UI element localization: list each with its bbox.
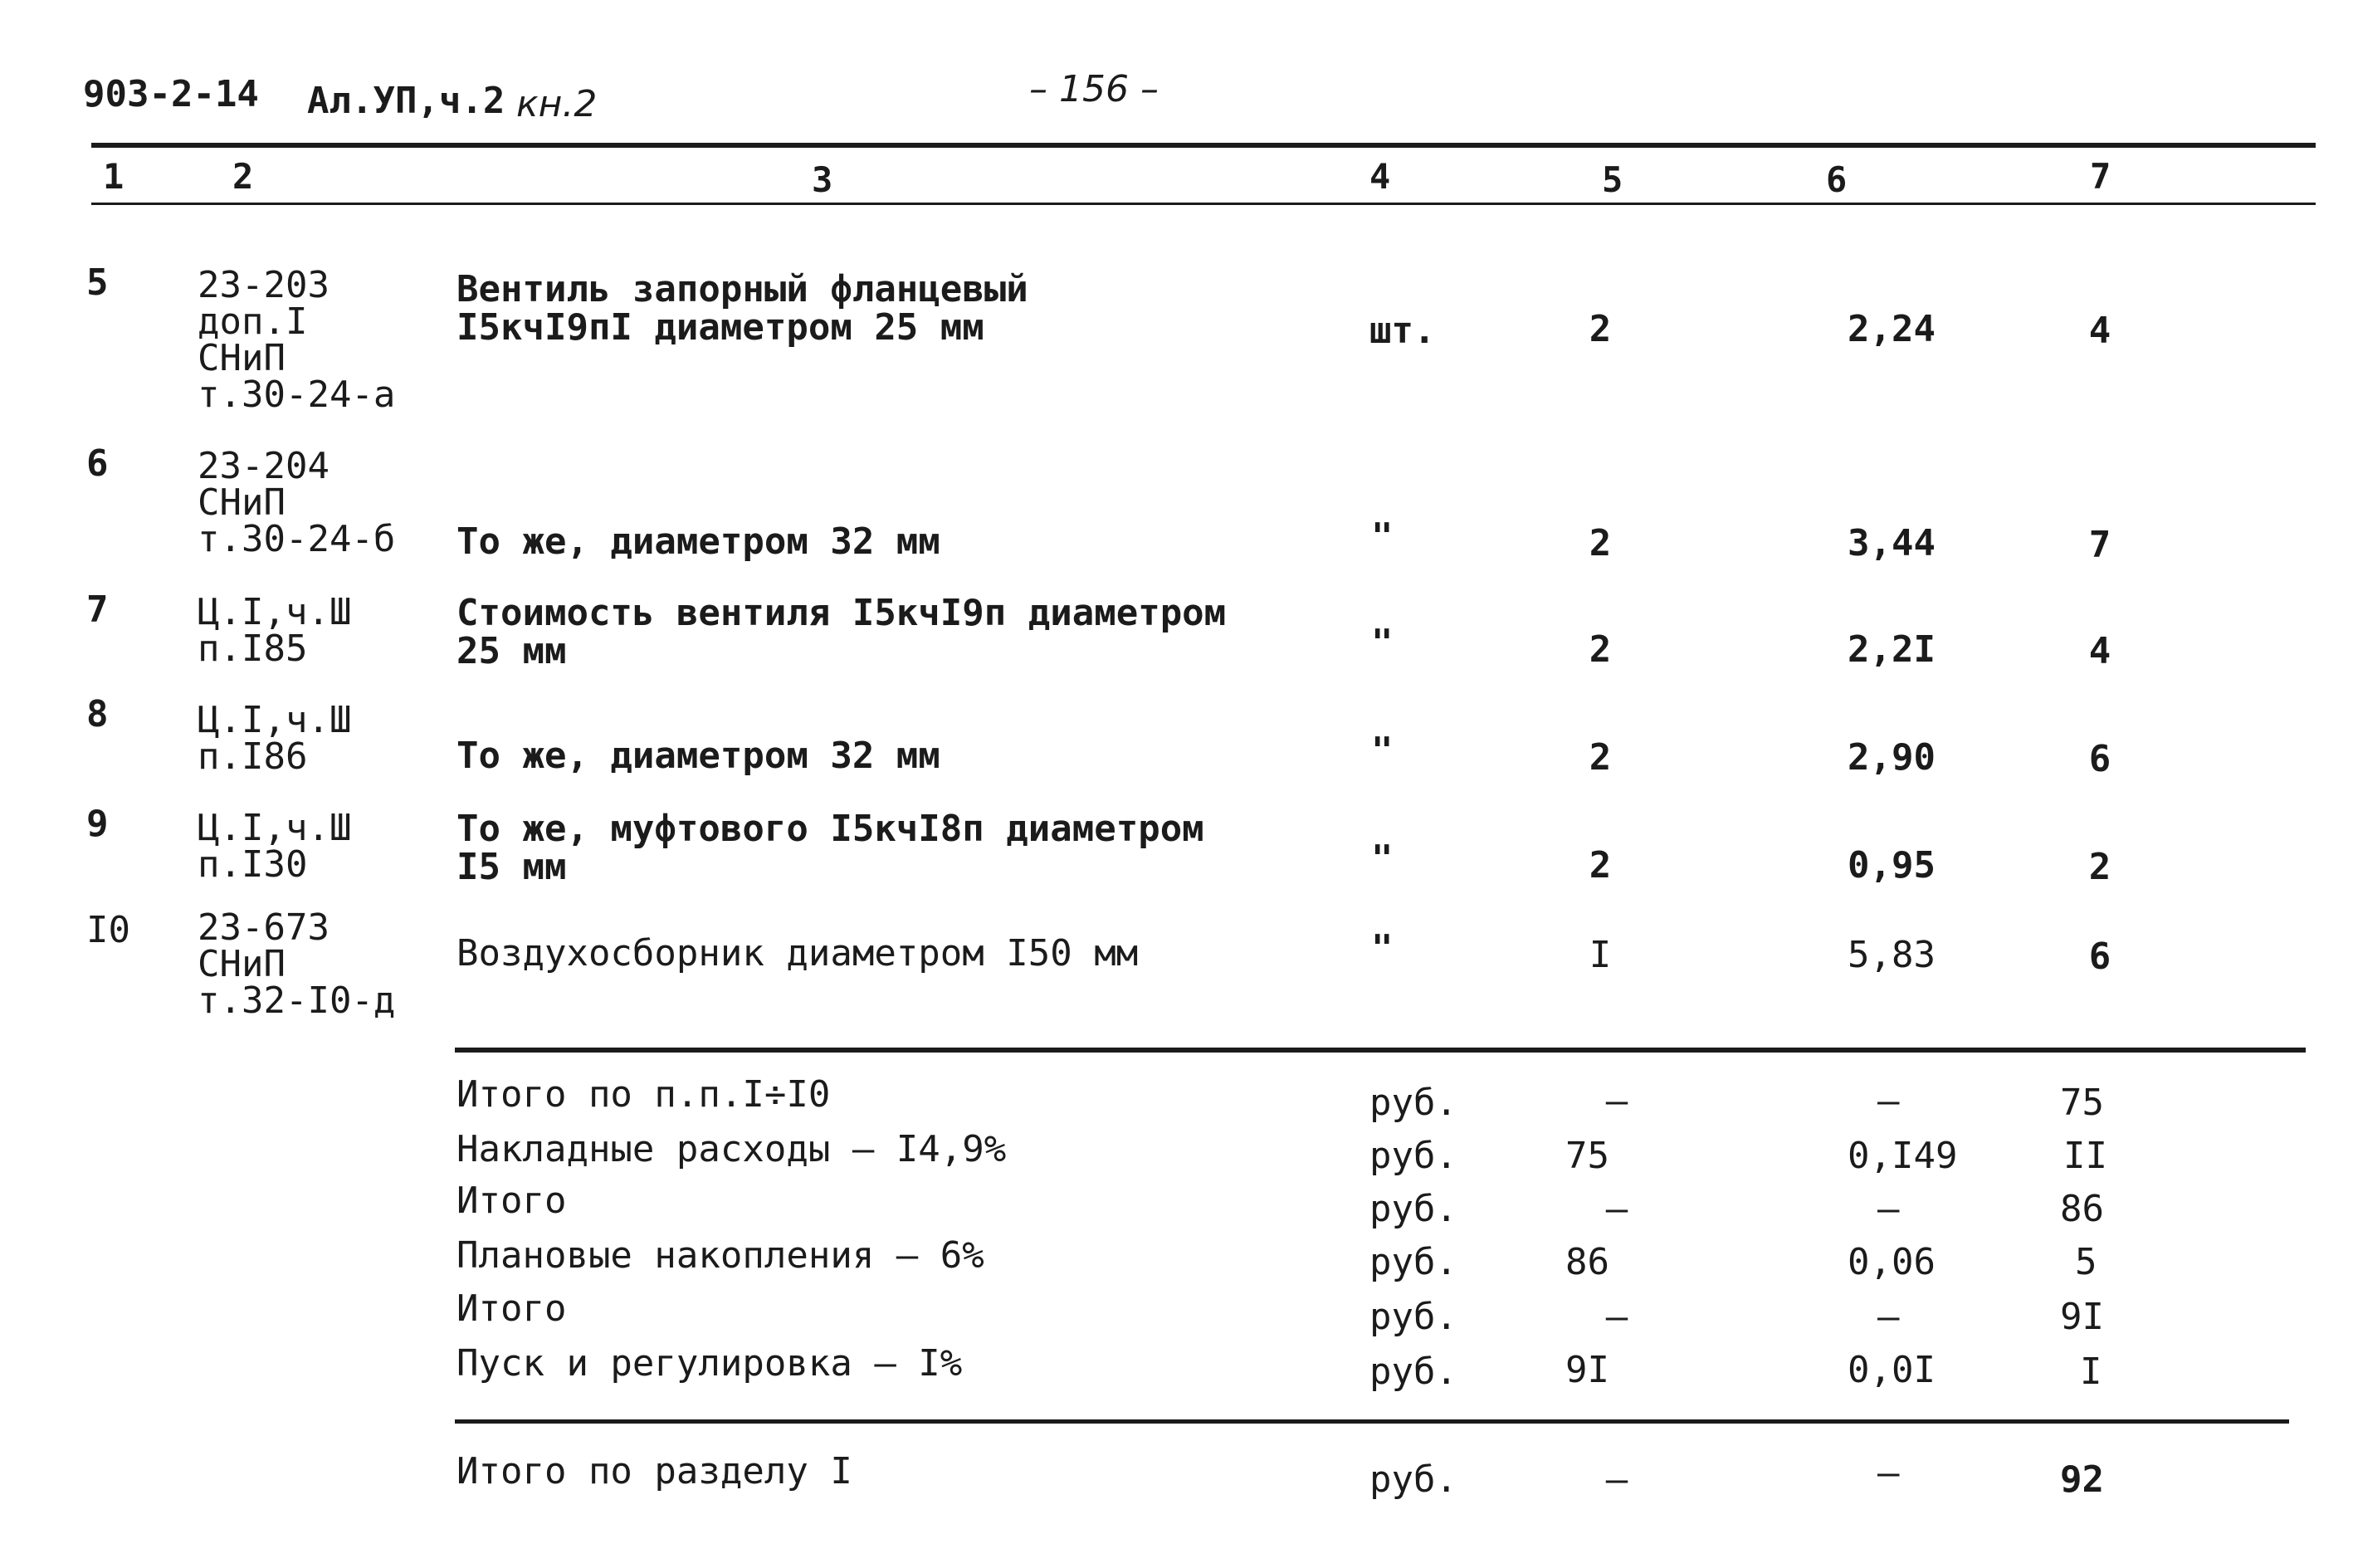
summary-total: 9I <box>2060 1296 2104 1338</box>
unit: шт. <box>1369 310 1436 352</box>
item-description: Вентиль запорный фланцевый I5кчI9пI диаметром 25 мм <box>456 268 1028 349</box>
item-description: То же, диаметром 32 мм <box>456 735 940 777</box>
summary-bottom-rule <box>455 1419 2289 1424</box>
grand-total-label: Итого по разделу I <box>456 1450 852 1492</box>
item-description: То же, диаметром 32 мм <box>456 520 940 563</box>
column-number-2: 2 <box>232 156 254 197</box>
album-label: Ал.УП,ч.2 <box>307 80 505 122</box>
grand-total-price: – <box>1877 1452 1900 1494</box>
grand-total-quantity: – <box>1605 1458 1628 1501</box>
column-number-5: 5 <box>1602 159 1623 200</box>
norm-reference: 23-673 СНиП т.32-I0-д <box>198 906 396 1022</box>
summary-label: Плановые накопления – 6% <box>456 1234 984 1277</box>
unit-price: 2,2I <box>1848 628 1936 671</box>
row-number: 8 <box>86 693 109 735</box>
summary-price: – <box>1877 1296 1900 1338</box>
total-cost: 4 <box>2088 310 2111 352</box>
summary-unit: руб. <box>1369 1241 1457 1283</box>
norm-reference: 23-204 СНиП т.30-24-б <box>198 445 396 560</box>
unit: " <box>1371 730 1394 772</box>
summary-total: I <box>2080 1351 2102 1393</box>
unit: " <box>1371 622 1394 664</box>
summary-unit: руб. <box>1369 1135 1457 1177</box>
norm-reference: Ц.I,ч.Ш п.I30 <box>198 807 352 886</box>
summary-total: 75 <box>2060 1082 2104 1124</box>
unit: " <box>1371 515 1394 558</box>
summary-label: Пуск и регулировка – I% <box>456 1342 963 1385</box>
item-description: Воздухосборник диаметром I50 мм <box>456 932 1139 975</box>
summary-label: Итого по п.п.I÷I0 <box>456 1073 831 1116</box>
summary-label: Итого <box>456 1180 567 1222</box>
quantity: I <box>1589 934 1612 976</box>
summary-price: – <box>1877 1188 1900 1230</box>
column-number-6: 6 <box>1826 159 1848 200</box>
total-cost: 6 <box>2088 935 2111 978</box>
grand-total-value: 92 <box>2060 1458 2104 1501</box>
unit: " <box>1371 927 1394 970</box>
unit-price: 3,44 <box>1848 522 1936 564</box>
summary-quantity: – <box>1605 1188 1628 1230</box>
row-number: 9 <box>86 803 109 845</box>
header-bottom-rule <box>91 203 2316 205</box>
total-cost: 4 <box>2088 630 2111 672</box>
norm-reference: 23-203 доп.I СНиП т.30-24-а <box>198 264 396 416</box>
book-label: кн.2 <box>516 83 598 125</box>
column-number-7: 7 <box>2090 156 2111 197</box>
row-number: I0 <box>86 909 130 951</box>
unit-price: 2,24 <box>1848 308 1936 350</box>
unit-price: 5,83 <box>1848 934 1936 976</box>
summary-quantity: – <box>1605 1296 1628 1338</box>
quantity: 2 <box>1589 736 1612 779</box>
summary-quantity: 9I <box>1565 1349 1609 1391</box>
item-description: То же, муфтового I5кчI8п диаметром I5 мм <box>456 808 1204 888</box>
summary-quantity: – <box>1605 1080 1628 1122</box>
unit-price: 0,95 <box>1848 844 1936 887</box>
document-code <box>83 73 259 115</box>
summary-total: 5 <box>2075 1241 2097 1283</box>
unit-price: 2,90 <box>1848 736 1936 779</box>
summary-price: 0,06 <box>1848 1241 1936 1283</box>
summary-unit: руб. <box>1369 1296 1457 1338</box>
summary-price: 0,I49 <box>1848 1135 1958 1177</box>
row-number: 7 <box>86 589 109 631</box>
summary-quantity: 75 <box>1565 1135 1609 1177</box>
quantity: 2 <box>1589 844 1612 887</box>
summary-total: 86 <box>2060 1188 2104 1230</box>
items-bottom-rule <box>455 1048 2306 1053</box>
unit: " <box>1371 838 1394 880</box>
summary-price: 0,0I <box>1848 1349 1936 1391</box>
page-number: – 156 – <box>1029 68 1159 110</box>
quantity: 2 <box>1589 522 1612 564</box>
summary-price: – <box>1877 1080 1900 1122</box>
summary-unit: руб. <box>1369 1082 1457 1124</box>
grand-total-unit: руб. <box>1369 1458 1457 1501</box>
row-number: 6 <box>86 442 109 485</box>
top-rule <box>91 143 2316 148</box>
summary-unit: руб. <box>1369 1188 1457 1230</box>
total-cost: 6 <box>2088 738 2111 780</box>
item-description: Стоимость вентиля I5кчI9п диаметром 25 мм <box>456 592 1227 672</box>
quantity: 2 <box>1589 308 1612 350</box>
norm-reference: Ц.I,ч.Ш п.I85 <box>198 591 352 670</box>
column-number-3: 3 <box>812 159 833 200</box>
total-cost: 7 <box>2088 524 2111 566</box>
summary-label: Итого <box>456 1287 567 1330</box>
summary-label: Накладные расходы – I4,9% <box>456 1128 1007 1170</box>
column-number-1: 1 <box>103 156 124 197</box>
doc-code: 903-2-14 <box>83 73 259 115</box>
column-number-4: 4 <box>1369 156 1391 197</box>
summary-quantity: 86 <box>1565 1241 1609 1283</box>
row-number: 5 <box>86 261 109 304</box>
summary-total: II <box>2063 1135 2107 1177</box>
norm-reference: Ц.I,ч.Ш п.I86 <box>198 699 352 778</box>
quantity: 2 <box>1589 628 1612 671</box>
summary-unit: руб. <box>1369 1351 1457 1393</box>
total-cost: 2 <box>2088 846 2111 888</box>
